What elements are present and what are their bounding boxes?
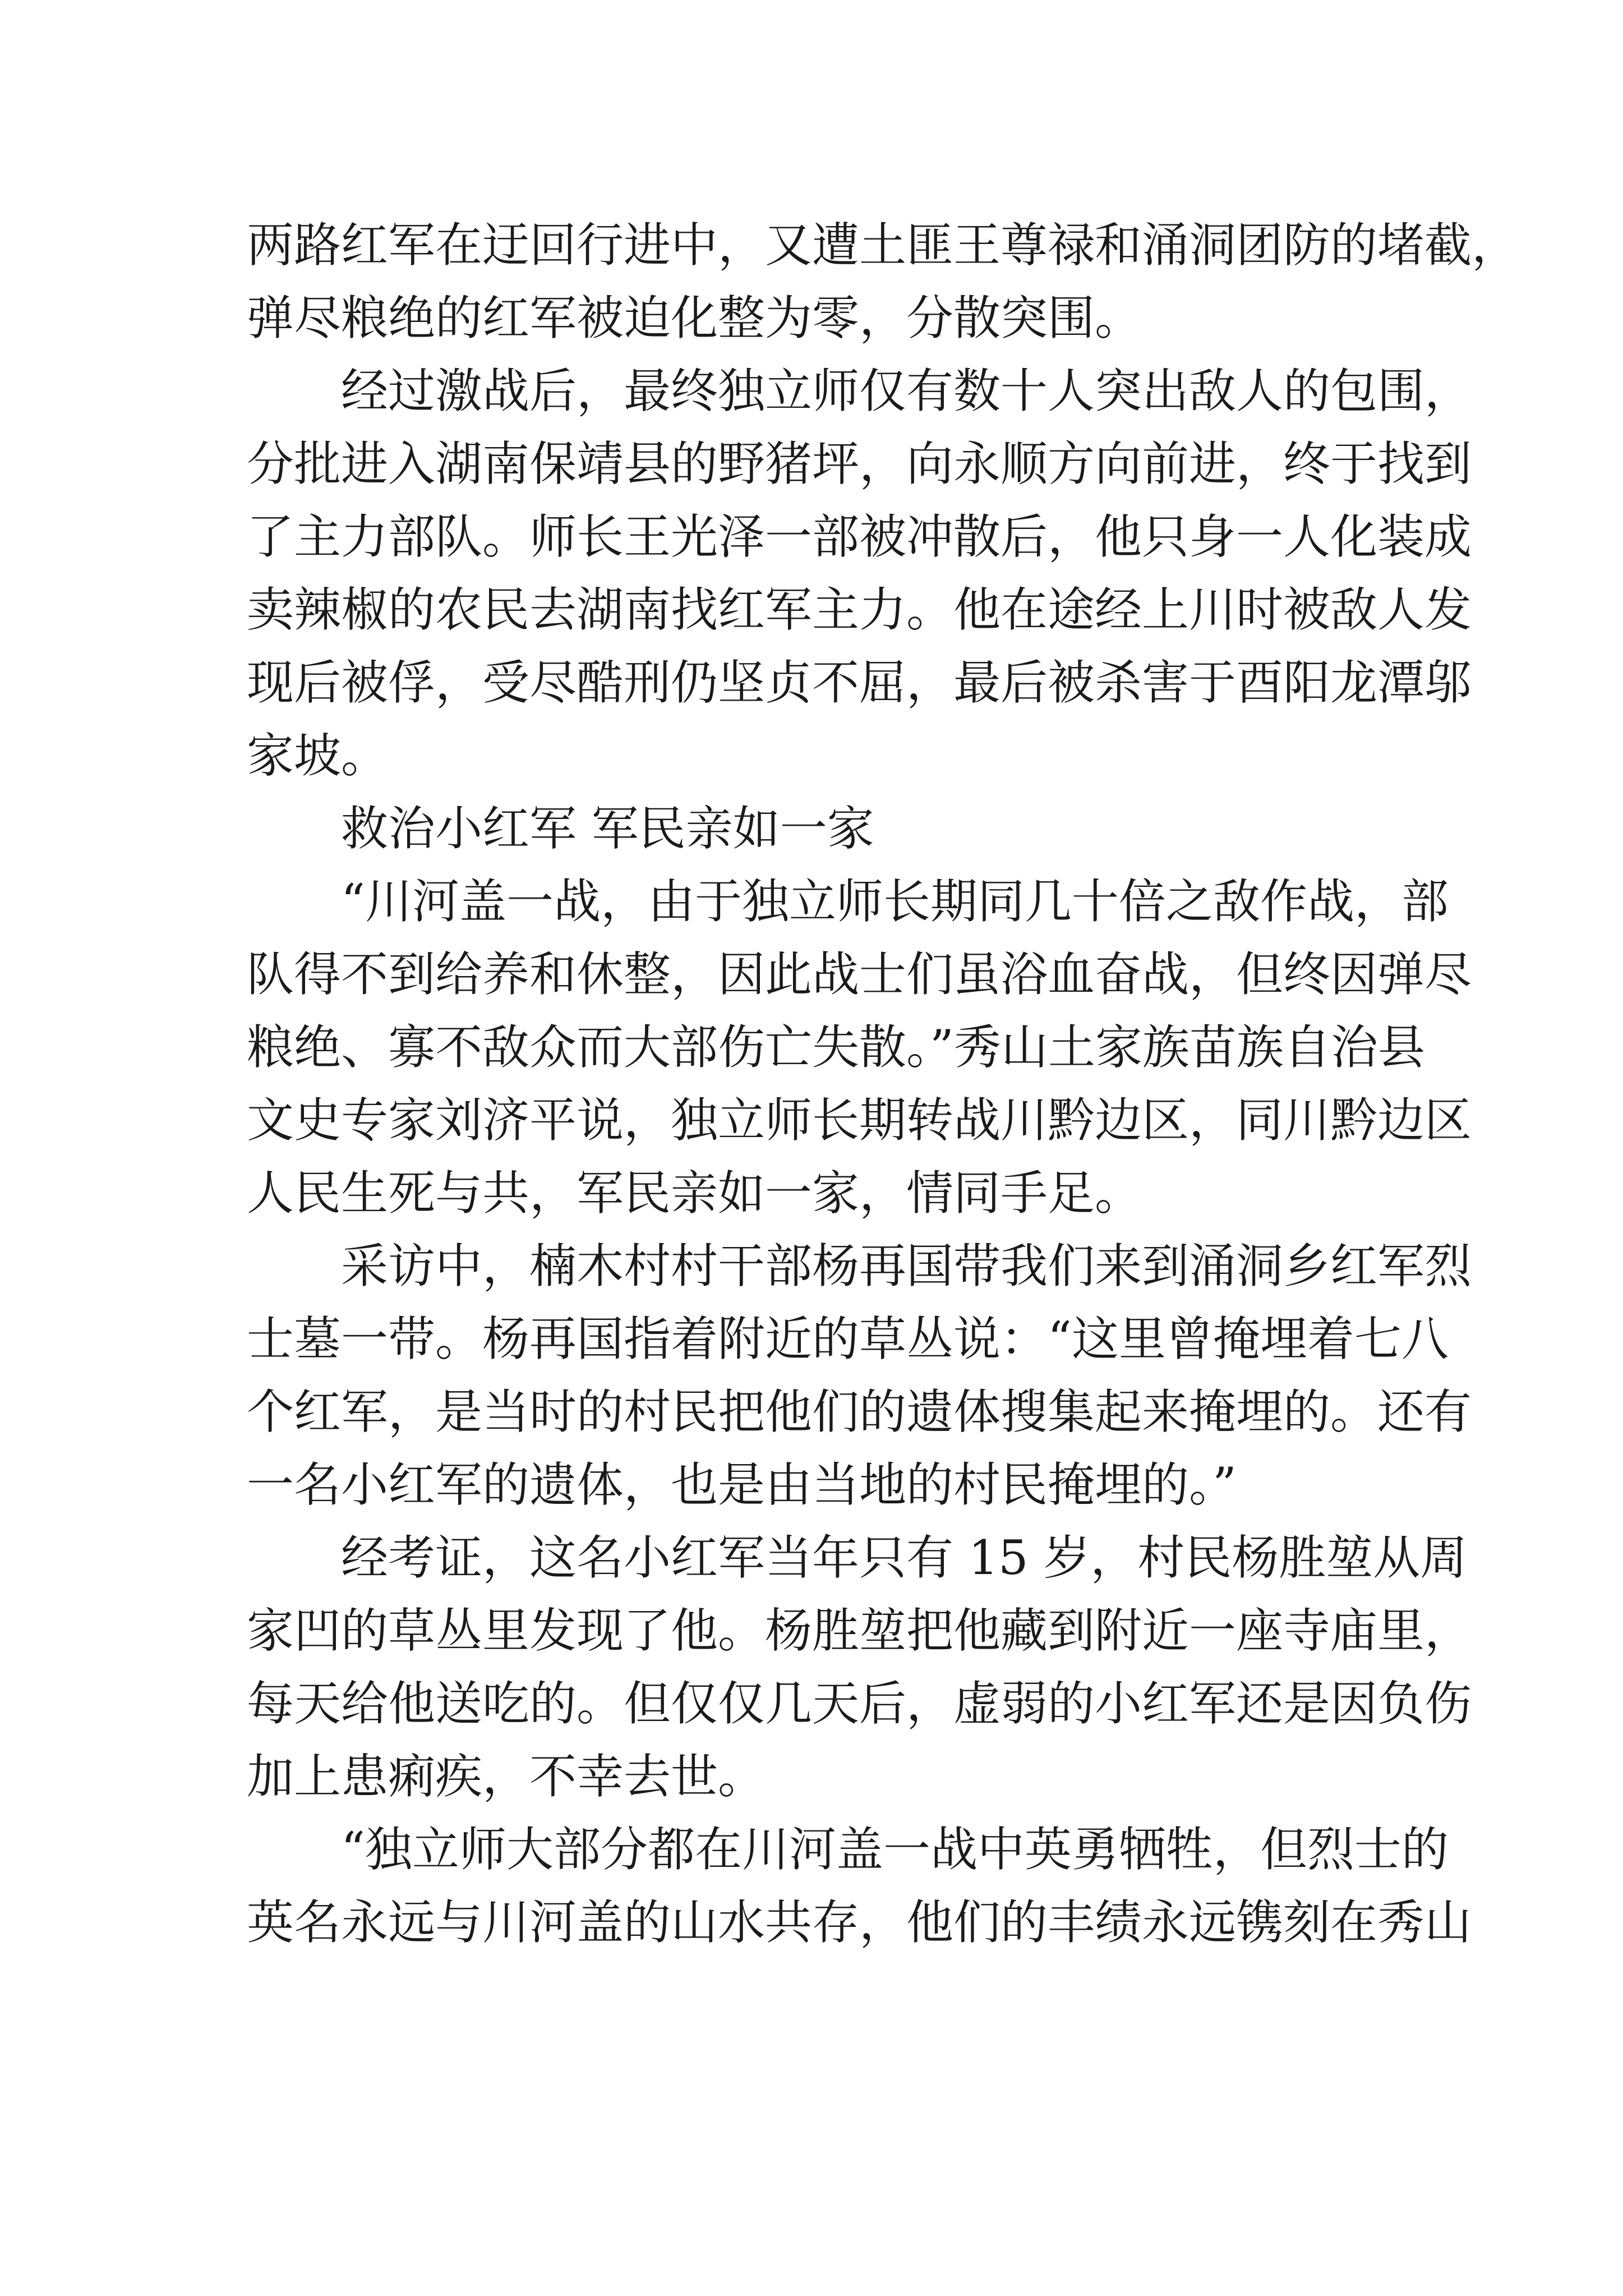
text-line: 家坡。 — [247, 728, 389, 783]
text-line: 粮绝、寡不敌众而大部伤亡失散。”秀山土家族苗族自治县 — [247, 1020, 1425, 1075]
text-line: 现后被俘，受尽酷刑仍坚贞不屈，最后被杀害于酉阳龙潭邬 — [247, 655, 1472, 710]
text-line: 加上患痢疾，不幸去世。 — [247, 1749, 766, 1804]
text-line: 人民生死与共，军民亲如一家，情同手足。 — [247, 1166, 1142, 1221]
text-line: 弹尽粮绝的红军被迫化整为零，分散突围。 — [247, 291, 1142, 346]
text-line: 队得不到给养和休整，因此战士们虽浴血奋战，但终因弹尽 — [247, 947, 1472, 1002]
paragraph-start-line: “独立师大部分都在川河盖一战中英勇牺牲，但烈士的 — [341, 1822, 1449, 1877]
paragraph-start-line: 经过激战后，最终独立师仅有数十人突出敌人的包围， — [341, 364, 1472, 418]
text-line: 两路红军在迂回行进中，又遭土匪王尊禄和涌洞团防的堵截， — [247, 218, 1519, 273]
paragraph-start-line: 采访中，楠木村村干部杨再国带我们来到涌洞乡红军烈 — [341, 1239, 1472, 1294]
text-line: 士墓一带。杨再国指着附近的草丛说：“这里曾掩埋着七八 — [247, 1312, 1449, 1366]
text-line: 英名永远与川河盖的山水共存，他们的丰绩永远镌刻在秀山 — [247, 1895, 1472, 1950]
text-line: 卖辣椒的农民去湖南找红军主力。他在途经上川时被敌人发 — [247, 582, 1472, 637]
article-body — [247, 209, 1519, 1959]
paragraph-start-line: “川河盖一战，由于独立师长期同几十倍之敌作战，部 — [341, 874, 1449, 929]
text-line: 一名小红军的遗体，也是由当地的村民掩埋的。” — [247, 1457, 1237, 1512]
text-line: 文史专家刘济平说，独立师长期转战川黔边区，同川黔边区 — [247, 1093, 1472, 1148]
text-line: 每天给他送吃的。但仅仅几天后，虚弱的小红军还是因负伤 — [247, 1676, 1472, 1731]
section-heading: 救治小红军 军民亲如一家 — [341, 801, 874, 856]
text-line: 了主力部队。师长王光泽一部被冲散后，他只身一人化装成 — [247, 509, 1472, 564]
text-line: 家凹的草丛里发现了他。杨胜堃把他藏到附近一座寺庙里， — [247, 1603, 1472, 1658]
text-line: 个红军，是当时的村民把他们的遗体搜集起来掩埋的。还有 — [247, 1384, 1472, 1439]
paragraph-start-line: 经考证，这名小红军当年只有 15 岁，村民杨胜堃从周 — [341, 1530, 1468, 1585]
text-line: 分批进入湖南保靖县的野猪坪，向永顺方向前进，终于找到 — [247, 436, 1472, 491]
